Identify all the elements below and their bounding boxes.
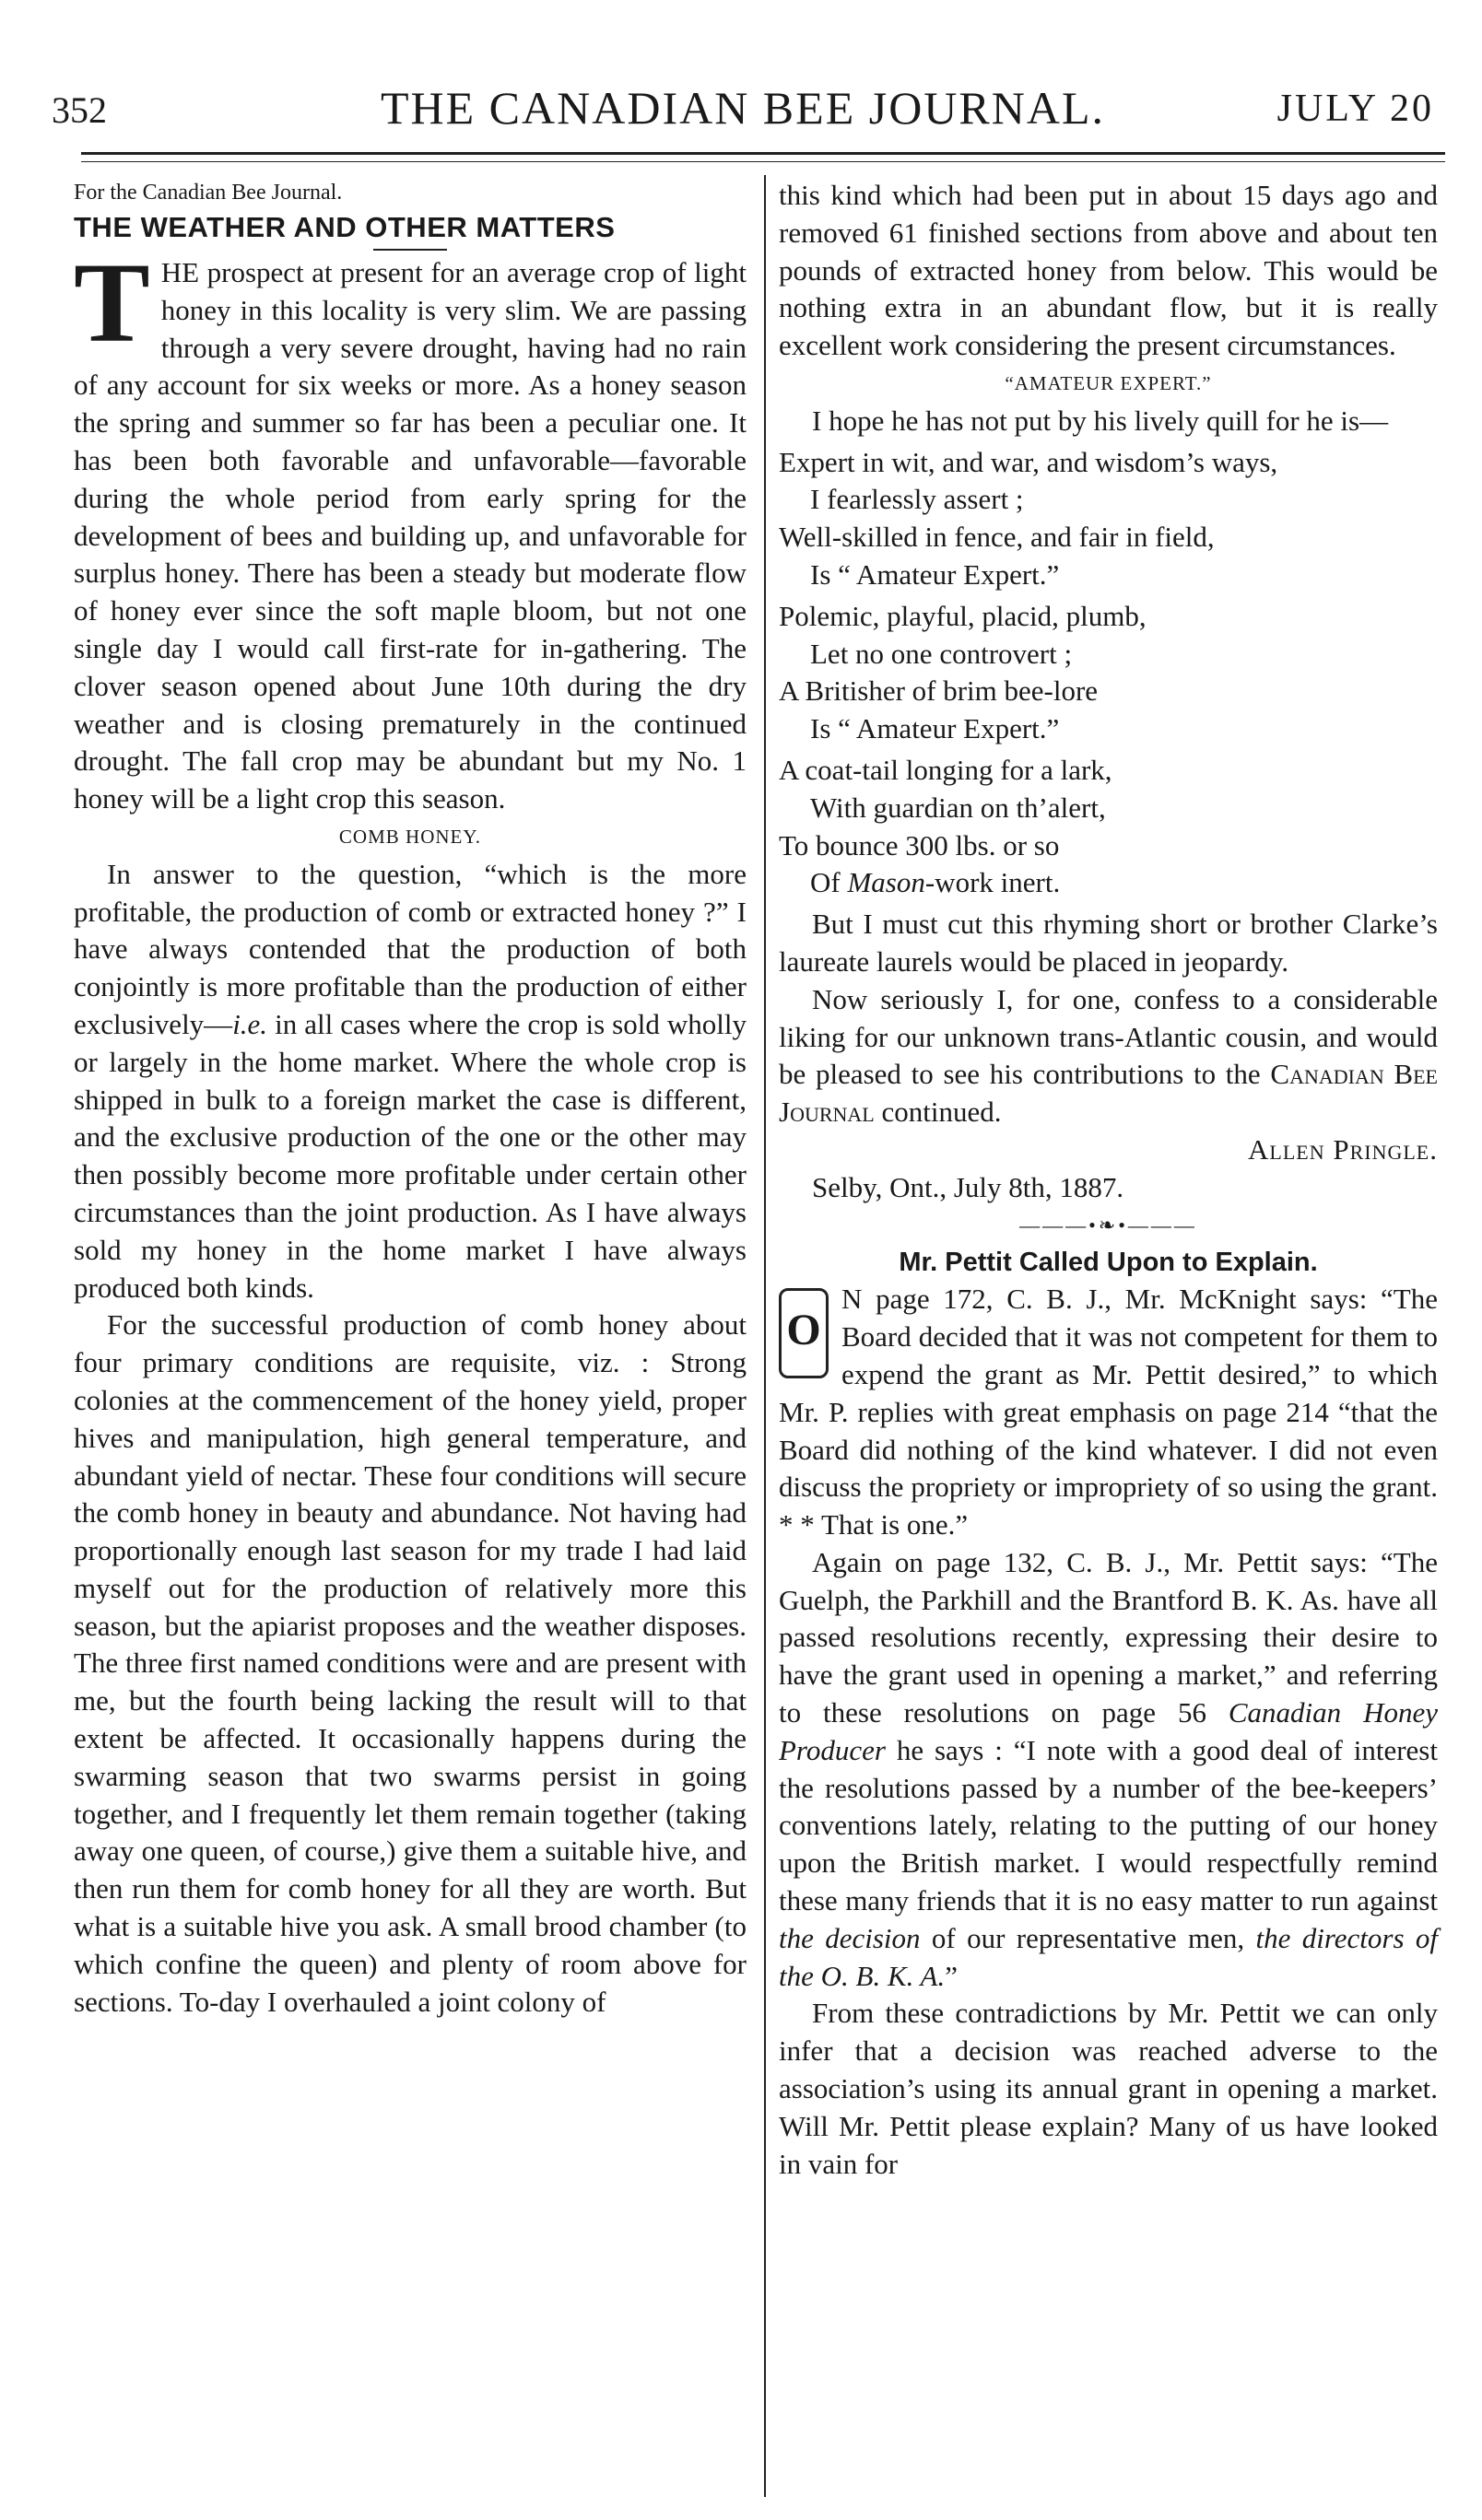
paragraph-comb-honey: In answer to the question, “which is the more profitable, the production of comb or extracted honey ?” I have always contended that the production of both conjointly is more profitable than the production of either exclusively—i.e. in all cases where the crop is sold wholly or largely in the home market. Where the whole crop is shipped in bulk to a foreign market the case is different, and the exclusive production of the one or the other may then possibly become more profitable under certain other circumstances than the joint production. As I have always sold my honey in the home market I have always produced both kinds.	[74, 857, 747, 1304]
drop-cap-t: T	[74, 240, 150, 366]
paragraph-mcknight: O N page 172, C. B. J., Mr. McKnight says: “The Board decided that it was not competent for them to expend the grant as Mr. Pettit desired,” to which Mr. P. replies with great emphasis on page 214 “that the Board did nothing of the kind whatever. I did not even discuss the propriety or impropriety of so using the grant. * * That is one.”	[779, 1283, 1438, 1541]
left-column	[74, 177, 747, 2021]
issue-date: JULY 20	[1276, 88, 1434, 130]
paragraph-continued: this kind which had been put in about 15 days ago and removed 61 finished sections from above and about ten pounds of extracted honey from below. This would be nothing extra in an abundant flow, but it is really excellent work considering the present circumstances.	[779, 179, 1438, 362]
article-kicker: For the Canadian Bee Journal.	[74, 181, 343, 205]
journal-title: THE CANADIAN BEE JOURNAL.	[380, 82, 1106, 134]
right-column	[779, 177, 1438, 2183]
article-heading-pettit: Mr. Pettit Called Upon to Explain.	[899, 1248, 1318, 1278]
poem-stanza-3: A coat-tail longing for a lark, With guardian on th’alert, To bounce 300 lbs. or so Of Mason-work inert.	[779, 753, 1112, 899]
paragraph-quill: I hope he has not put by his lively quill for he is—	[812, 404, 1389, 437]
paragraph-again: Again on page 132, C. B. J., Mr. Pettit says: “The Guelph, the Parkhill and the Brantford B. K. As. have all passed resolutions recently, expressing their desire to have the grant used in opening a market,” and referring to these resolutions on page 56 Canadian Honey Producer he says : “I note with a good deal of interest the resolutions passed by a number of the bee-keepers’ conventions lately, relating to the putting of our honey upon the British market. I would respectfully remind these many friends that it is no easy matter to run against the decision of our representative men, the directors of the O. B. K. A.”	[779, 1545, 1438, 1992]
paragraph-rhyming: But I must cut this rhyming short or brother Clarke’s laureate laurels would be placed in jeopardy.	[779, 908, 1438, 978]
drop-cap-o: O	[779, 1288, 829, 1378]
column-divider	[764, 175, 766, 2497]
paragraph-conditions: For the successful production of comb honey about four primary conditions are requisite, viz. : Strong colonies at the commencement of the honey yield, proper hives and manipulation, high general temperature, and abundant yield of nectar. These four conditions will secure the comb honey in beauty and abundance. Not having had proportionally enough last season for my trade I had laid myself out for the production of relatively more this season, but the apiarist proposes and the weather disposes. The three first named conditions were and are present with me, but the fourth being lacking the result will to that extent be affected. It occasionally happens during the swarming season that two swarms persist in going together, and I frequently let them remain together (taking away one queen, of course,) give them a suitable hive, and then run them for comb honey for all they are worth. But what is a suitable hive you ask. A small brood chamber (to which confine the queen) and plenty of room above for sections. To-day I overhauled a joint colony of	[74, 1308, 747, 2018]
header-rule-thin	[81, 161, 1445, 162]
section-ornament: ———•❧•———	[1019, 1213, 1197, 1237]
running-header	[52, 81, 1434, 146]
poem-stanza-1: Expert in wit, and war, and wisdom’s ways, I fearlessly assert ; Well-skilled in fence, and fair in field, Is “ Amateur Expert.”	[779, 445, 1278, 591]
article-heading: THE WEATHER AND OTHER MATTERS	[74, 211, 616, 243]
subhead-comb-honey: COMB HONEY.	[338, 825, 482, 848]
paragraph-opening: THE prospect at present for an average crop of light honey in this locality is very slim. We are passing through a very severe drought, having had no rain of any account for six weeks or more. As a honey season the spring and summer so far has been a peculiar one. It has been both favorable and unfavorable—favorable during the whole period from early spring for the development of bees and building up, and unfavorable for surplus honey. There has been a steady but moderate flow of honey ever since the soft maple bloom, but not one single day I would call first-rate for in-gathering. The clover season opened about June 10th during the dry weather and is closing prematurely in the continued drought. The fall crop may be abundant but my No. 1 honey will be a light crop this season.	[74, 240, 747, 815]
dateline: Selby, Ont., July 8th, 1887.	[812, 1170, 1124, 1203]
header-rule-thick	[81, 152, 1445, 155]
page-number: 352	[52, 89, 107, 131]
paragraph-contradictions: From these contradictions by Mr. Pettit we can only infer that a decision was reached adverse to the association’s using its annual grant in opening a market. Will Mr. Pettit please explain? Many of us have looked in vain for	[779, 1997, 1438, 2180]
heading-rule	[373, 249, 447, 251]
poem-stanza-2: Polemic, playful, placid, plumb, Let no one controvert ; A Britisher of brim bee-lore Is “ Amateur Expert.”	[779, 599, 1147, 745]
subhead-amateur-expert: “AMATEUR EXPERT.”	[1005, 371, 1212, 394]
author-signature: Allen Pringle.	[1248, 1132, 1438, 1166]
paragraph-seriously: Now seriously I, for one, confess to a considerable liking for our unknown trans-Atlantic cousin, and would be pleased to see his contributions to the Canadian Bee Journal continued.	[779, 982, 1438, 1129]
